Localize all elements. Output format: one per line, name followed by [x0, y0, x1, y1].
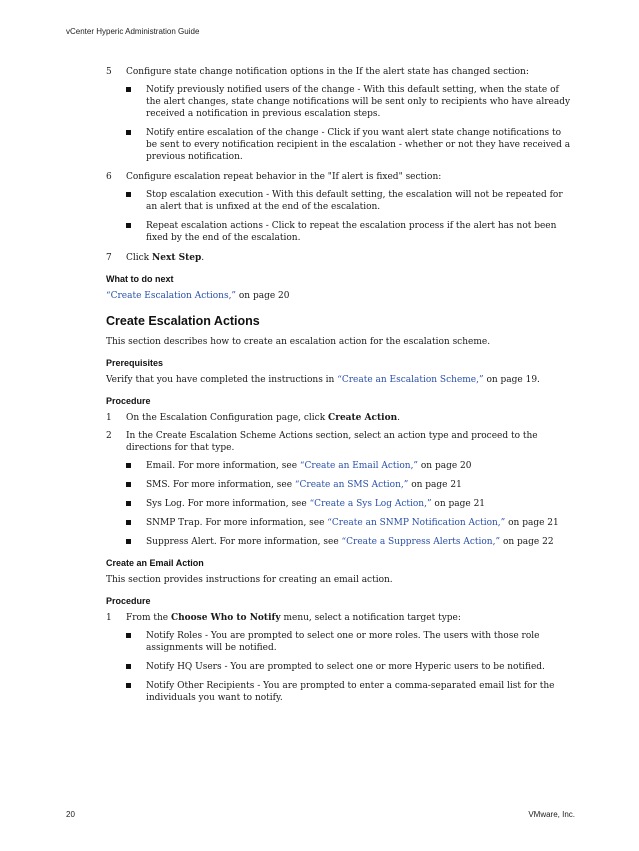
list-item: Notify Other Recipients - You are prompted to enter a comma-separated email list for the individuals you want to notify.: [126, 680, 574, 704]
ui-term: Create Action: [328, 413, 398, 423]
step-7: 7 Click Next Step.: [106, 253, 205, 263]
bullet-square-icon: [126, 460, 146, 472]
list-item: Email. For more information, see “Create an Email Action,” on page 20: [126, 460, 574, 472]
what-to-do-next-heading: What to do next: [106, 274, 174, 284]
list-item: Notify HQ Users - You are prompted to select one or more Hyperic users to be notified.: [126, 661, 574, 673]
ui-term: Choose Who to Notify: [170, 613, 281, 623]
bullet-square-icon: [126, 84, 146, 120]
list-item: Notify entire escalation of the change - Click if you want alert state change notifications to be sent to every notification recipient in the escalation - whether or not they have received a previous notification.: [126, 127, 574, 163]
bullet-square-icon: [126, 536, 146, 548]
list-item: Notify Roles - You are prompted to select one or more roles. The users with those role assignments will be notified.: [126, 630, 574, 654]
procedure-step-1: 1 On the Escalation Configuration page, click Create Action.: [106, 413, 400, 423]
bullet-square-icon: [126, 127, 146, 163]
bullet-square-icon: [126, 680, 146, 704]
cross-reference-link[interactable]: “Create an Email Action,”: [299, 461, 419, 471]
section-intro: This section describes how to create an escalation action for the escalation scheme.: [106, 337, 491, 347]
list-item: Repeat escalation actions - Click to repeat the escalation process if the alert has not been fixed by the end of the escalation.: [126, 220, 574, 244]
section-title: Create Escalation Actions: [106, 314, 260, 328]
page-number: 20: [66, 810, 75, 819]
what-to-do-next-text: “Create Escalation Actions,” on page 20: [106, 291, 290, 301]
cross-reference-link[interactable]: “Create a Suppress Alerts Action,”: [341, 537, 501, 547]
step-number: 6: [106, 172, 112, 182]
step-5-bullets: [126, 84, 574, 163]
bullet-square-icon: [126, 220, 146, 244]
prerequisites-text: Verify that you have completed the instructions in “Create an Escalation Scheme,” on page 19.: [106, 375, 540, 385]
list-item: SMS. For more information, see “Create an SMS Action,” on page 21: [126, 479, 574, 491]
list-item: Sys Log. For more information, see “Create a Sys Log Action,” on page 21: [126, 498, 574, 510]
cross-reference-link[interactable]: “Create an SMS Action,”: [294, 480, 409, 490]
procedure-heading: Procedure: [106, 396, 151, 406]
step-6-bullets: [126, 189, 574, 244]
email-action-intro: This section provides instructions for creating an email action.: [106, 575, 393, 585]
list-item: Stop escalation execution - With this default setting, the escalation will not be repeated for an alert that is unfixed at the end of the escalation.: [126, 189, 574, 213]
footer-company: VMware, Inc.: [528, 810, 575, 819]
bullet-square-icon: [126, 661, 146, 673]
cross-reference-link[interactable]: “Create an SNMP Notification Action,”: [327, 518, 506, 528]
step-number: 2: [106, 431, 112, 441]
step-text: In the Create Escalation Scheme Actions section, select an action type and proceed to the directions for that type.: [126, 431, 538, 453]
step-number: 1: [106, 613, 112, 623]
cross-reference-link[interactable]: “Create Escalation Actions,”: [106, 291, 237, 301]
list-item: Suppress Alert. For more information, see “Create a Suppress Alerts Action,” on page 22: [126, 536, 574, 548]
list-item: Notify previously notified users of the change - With this default setting, when the state of the alert changes, state change notifications will be sent only to recipients who have already received a notification in previous escalation steps.: [126, 84, 574, 120]
page-content: [106, 66, 574, 712]
action-type-bullets: [126, 460, 574, 548]
prerequisites-heading: Prerequisites: [106, 358, 164, 368]
running-header: vCenter Hyperic Administration Guide: [66, 27, 200, 36]
step-5: [106, 66, 574, 78]
list-item: SNMP Trap. For more information, see “Create an SNMP Notification Action,” on page 21: [126, 517, 574, 529]
email-procedure-step-1: 1 From the Choose Who to Notify menu, select a notification target type:: [106, 613, 461, 623]
step-number: 1: [106, 413, 112, 423]
step-text: Configure state change notification options in the If the alert state has changed section:: [126, 67, 529, 77]
bullet-square-icon: [126, 630, 146, 654]
bullet-square-icon: [126, 498, 146, 510]
step-6: [106, 171, 574, 183]
cross-reference-link[interactable]: “Create a Sys Log Action,”: [309, 499, 432, 509]
step-number: 7: [106, 253, 112, 263]
procedure-heading: Procedure: [106, 596, 151, 606]
bullet-square-icon: [126, 479, 146, 491]
notify-target-bullets: [126, 630, 574, 704]
cross-reference-link[interactable]: “Create an Escalation Scheme,”: [337, 375, 484, 385]
ui-term: Next Step: [152, 253, 202, 263]
bullet-square-icon: [126, 189, 146, 213]
email-action-heading: Create an Email Action: [106, 558, 204, 568]
step-text: Configure escalation repeat behavior in the "If alert is fixed" section:: [126, 172, 442, 182]
procedure-step-2: [106, 430, 574, 454]
bullet-square-icon: [126, 517, 146, 529]
step-number: 5: [106, 67, 112, 77]
